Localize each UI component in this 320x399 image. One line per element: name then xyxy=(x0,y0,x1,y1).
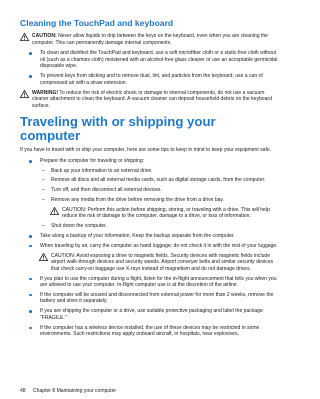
list-item-text: If you plan to use the computer during a flight, listen for the in-flight announcement that tells you when you are allowed to use your computer. In-flight computer use is at the discretion of the airline. xyxy=(40,275,277,289)
list-item xyxy=(20,243,278,250)
list-item-text: If the computer has a wireless device installed, the use of these devices may be restricted in some environments. Such restrictions may apply onboard aircraft, in hospitals, near explosives, xyxy=(40,324,260,338)
bullet-dot xyxy=(29,75,32,78)
list-item xyxy=(20,292,278,305)
caution-note xyxy=(20,33,278,46)
bullet-dot xyxy=(29,310,32,313)
list-item-text: If the computer will be unused and disconnected from external power for more than 2 weeks, remove the battery and store it separately. xyxy=(40,291,274,305)
dash-marker: – xyxy=(42,167,45,174)
caution-text: Avoid exposing a drive to magnetic fields. Security devices with magnetic fields include airport walk-through devices and security wands. Airport conveyer belts and similar security devices that check carry-on baggage use X-rays instead of magnetism and do not damage drives. xyxy=(51,252,274,272)
list-item xyxy=(20,50,278,70)
sub-list-item-text: Remove all discs and all external media cards, such as digital storage cards, from the computer. xyxy=(51,177,266,184)
bullet-dot xyxy=(29,160,32,163)
list-item xyxy=(20,73,278,86)
dash-marker: – xyxy=(42,187,45,194)
list-item-text: When traveling by air, carry the computer as hand luggage; do not check it in with the rest of your luggage. xyxy=(40,242,278,249)
bullet-dot xyxy=(29,235,32,238)
sub-list-item-text: Remove any media from the drive before removing the drive from a drive bay. xyxy=(51,197,224,204)
caution-label: CAUTION: xyxy=(32,33,57,39)
dash-marker: – xyxy=(42,177,45,184)
list-item-text: To prevent keys from sticking and to remove dust, lint, and particles from the keyboard, use a can of compressed air with a straw extension. xyxy=(40,73,263,86)
warning-triangle-icon xyxy=(39,253,48,264)
page-number: 48 xyxy=(20,388,26,394)
dash-marker: – xyxy=(42,197,45,204)
caution-note xyxy=(20,207,278,220)
list-item-text: Take along a backup of your information. Keep the backup separate from the computer. xyxy=(40,232,235,239)
sub-list-item xyxy=(20,187,278,194)
list-item xyxy=(20,308,278,321)
warning-text: To reduce the risk of electric shock or damage to internal components, do not use a vacuum cleaner attachment to clean the keyboard. A vacuum cleaner can deposit household debris on the keyboard surface. xyxy=(32,89,272,109)
sub-list-item-text: Shut down the computer. xyxy=(51,223,107,230)
bullet-dot xyxy=(29,294,32,297)
sub-list-item xyxy=(20,197,278,204)
sub-list-item-text: Back up your information to an external drive. xyxy=(51,167,153,174)
sub-list-item xyxy=(20,223,278,230)
section-heading-travel: Traveling with or shipping your computer xyxy=(20,114,216,144)
page-footer xyxy=(20,388,116,395)
warning-label: WARNING! xyxy=(32,89,59,96)
warning-triangle-icon xyxy=(20,33,29,44)
bullet-dot xyxy=(29,245,32,248)
list-item-text: To clean and disinfect the TouchPad and keyboard, use a soft microfiber cloth or a static-free cloth without oil (such as a chamois cloth) moistened with an alcohol-free glass cleaner or use an acceptable germicidal disposable wipe. xyxy=(40,50,278,70)
caution-note xyxy=(20,253,278,273)
sub-list-item xyxy=(20,177,278,184)
warning-triangle-icon xyxy=(20,90,29,101)
list-item xyxy=(20,276,278,289)
intro-paragraph: If you have to travel with or ship your computer, here are some tips to keep in mind to keep your equipment safe. xyxy=(20,147,272,154)
list-item xyxy=(20,325,278,338)
caution-label: CAUTION: xyxy=(51,252,76,259)
bullet-dot xyxy=(29,327,32,330)
chapter-title: Chapter 8 Maintaining your computer xyxy=(33,388,117,394)
list-item xyxy=(20,158,278,165)
list-item xyxy=(20,233,278,240)
bullet-dot xyxy=(29,52,32,55)
caution-text: Perform this action before shipping, storing, or traveling with a drive. This will help reduce the risk of damage to the computer, damage to a drive, or loss of information. xyxy=(62,206,270,220)
sub-list-item-text: Turn off, and then disconnect all external devices. xyxy=(51,187,162,194)
warning-triangle-icon xyxy=(50,207,59,218)
section-heading-touchpad: Cleaning the TouchPad and keyboard xyxy=(20,18,174,28)
caution-text: Never allow liquids to drip between the keys on the keyboard, even when you are cleaning the computer. This can permanently damage internal components. xyxy=(32,33,268,46)
bullet-dot xyxy=(29,278,32,281)
caution-label: CAUTION: xyxy=(62,206,87,213)
list-item-text: If you are shipping the computer or a drive, use suitable protective packaging and label the package "FRAGILE." xyxy=(40,308,263,321)
list-item-text: Prepare the computer for traveling or shipping: xyxy=(40,157,145,164)
dash-marker: – xyxy=(42,223,45,230)
sub-list-item xyxy=(20,168,278,175)
warning-note xyxy=(20,90,278,110)
